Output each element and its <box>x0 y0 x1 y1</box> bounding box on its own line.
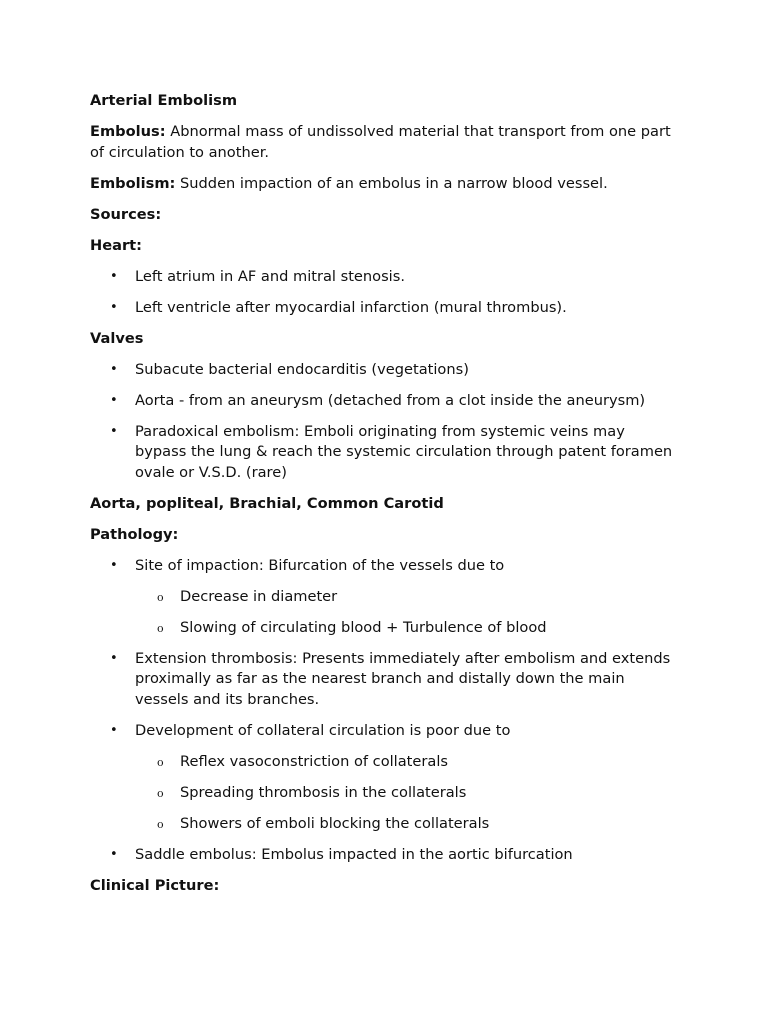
list-item-text: Development of collateral circulation is poor due to <box>135 721 511 739</box>
heart-heading: Heart: <box>90 236 142 254</box>
sub-list-item-text: Slowing of circulating blood + Turbulence of blood <box>180 618 547 636</box>
list-item <box>90 267 680 288</box>
pathology-heading: Pathology: <box>90 525 179 543</box>
sub-list-item <box>135 587 680 608</box>
embolus-definition <box>90 122 680 163</box>
sub-list-item-text: Spreading thrombosis in the collaterals <box>180 783 467 801</box>
embolus-text: Abnormal mass of undissolved material that transport from one part of circulation to another. <box>90 123 671 161</box>
sub-bullet-icon: o <box>157 590 164 604</box>
sub-list-item-text: Showers of emboli blocking the collaterals <box>180 814 490 832</box>
list-item <box>90 298 680 319</box>
list-item-text: Site of impaction: Bifurcation of the vessels due to <box>135 556 505 574</box>
list-item-text: Aorta - from an aneurysm (detached from a clot inside the aneurysm) <box>135 391 646 409</box>
clinical-picture-heading: Clinical Picture: <box>90 876 220 894</box>
bullet-icon: • <box>110 268 118 284</box>
sub-bullet-icon: o <box>157 817 164 831</box>
embolism-text: Sudden impaction of an embolus in a narrow blood vessel. <box>175 174 608 192</box>
list-item <box>90 845 680 866</box>
list-item-text: Paradoxical embolism: Emboli originating from systemic veins may bypass the lung & reach the systemic circulation through patent foramen ovale or V.S.D. (rare) <box>135 422 673 481</box>
list-item <box>90 721 680 835</box>
list-item-text: Left atrium in AF and mitral stenosis. <box>135 267 405 285</box>
sub-list-item <box>135 783 680 804</box>
bullet-icon: • <box>110 650 118 666</box>
bullet-icon: • <box>110 299 118 315</box>
sources-heading: Sources: <box>90 205 162 223</box>
sub-list <box>135 587 680 639</box>
embolism-term: Embolism: <box>90 174 176 192</box>
list-item-text: Left ventricle after myocardial infarction (mural thrombus). <box>135 298 567 316</box>
list-item <box>90 360 680 381</box>
sub-list <box>135 752 680 835</box>
list-item-text: Saddle embolus: Embolus impacted in the aortic bifurcation <box>135 845 573 863</box>
bullet-icon: • <box>110 722 118 738</box>
list-item <box>90 391 680 412</box>
sub-list-item <box>135 814 680 835</box>
valves-heading: Valves <box>90 329 144 347</box>
sub-list-item <box>135 752 680 773</box>
sites-heading: Aorta, popliteal, Brachial, Common Carotid <box>90 494 444 512</box>
embolus-term: Embolus: <box>90 123 166 140</box>
list-item <box>90 649 680 711</box>
bullet-icon: • <box>110 846 118 862</box>
embolism-definition <box>90 174 680 195</box>
list-item <box>90 422 680 484</box>
sub-bullet-icon: o <box>157 755 164 769</box>
document-body <box>90 91 680 907</box>
document-title: Arterial Embolism <box>90 92 238 109</box>
list-item-text: Extension thrombosis: Presents immediately after embolism and extends proximally as far as the nearest branch and distally down the main vessels and its branches. <box>135 649 671 708</box>
sub-bullet-icon: o <box>157 786 164 800</box>
bullet-icon: • <box>110 423 118 439</box>
pathology-list <box>90 556 680 866</box>
list-item <box>90 556 680 639</box>
heart-list <box>90 267 680 319</box>
list-item-text: Subacute bacterial endocarditis (vegetations) <box>135 360 469 378</box>
sub-list-item <box>135 618 680 639</box>
sub-bullet-icon: o <box>157 621 164 635</box>
bullet-icon: • <box>110 361 118 377</box>
valves-list <box>90 360 680 484</box>
sub-list-item-text: Reflex vasoconstriction of collaterals <box>180 752 448 770</box>
bullet-icon: • <box>110 557 118 573</box>
sub-list-item-text: Decrease in diameter <box>180 587 338 605</box>
bullet-icon: • <box>110 392 118 408</box>
